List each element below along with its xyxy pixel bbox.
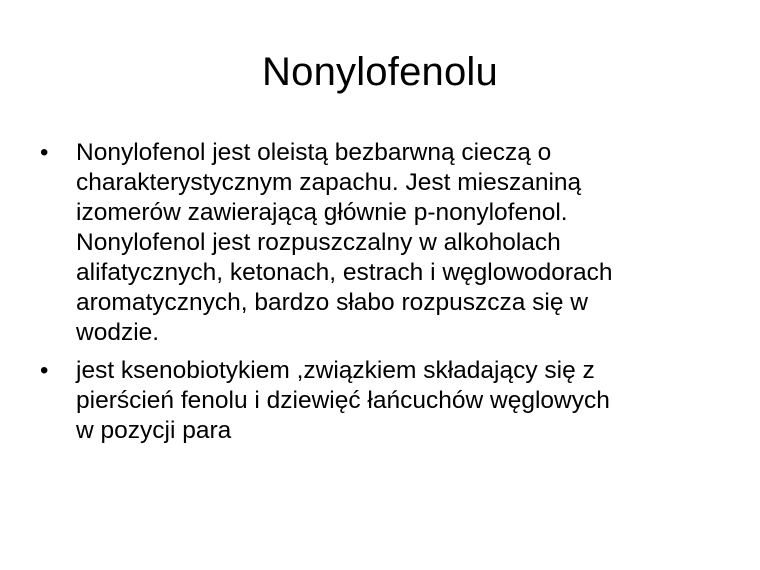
bullet-text-line: charakterystycznym zapachu. Jest mieszaniną: [76, 169, 582, 196]
bullet-text-line: aromatycznych, bardzo słabo rozpuszcza się w: [76, 289, 588, 316]
bullet-text-line: jest ksenobiotykiem ,związkiem składający się z: [76, 357, 595, 384]
bullet-icon: •: [40, 139, 49, 166]
bullet-text-line: wodzie.: [76, 319, 160, 346]
slide-title: Nonylofenolu: [262, 50, 498, 94]
bullet-text-line: pierścień fenolu i dziewięć łańcuchów węglowych: [76, 387, 610, 414]
bullet-text-line: izomerów zawierającą głównie p-nonylofenol.: [76, 199, 568, 226]
bullet-text-line: Nonylofenol jest rozpuszczalny w alkoholach: [76, 229, 561, 256]
bullet-list: [38, 138, 728, 454]
bullet-item-structure: [38, 356, 728, 446]
bullet-icon: •: [40, 357, 49, 384]
bullet-text-line: Nonylofenol jest oleistą bezbarwną cieczą o: [76, 139, 552, 166]
bullet-text-line: w pozycji para: [76, 417, 232, 444]
bullet-item-description: [38, 138, 728, 348]
bullet-text-line: alifatycznych, ketonach, estrach i węglowodorach: [76, 259, 613, 286]
